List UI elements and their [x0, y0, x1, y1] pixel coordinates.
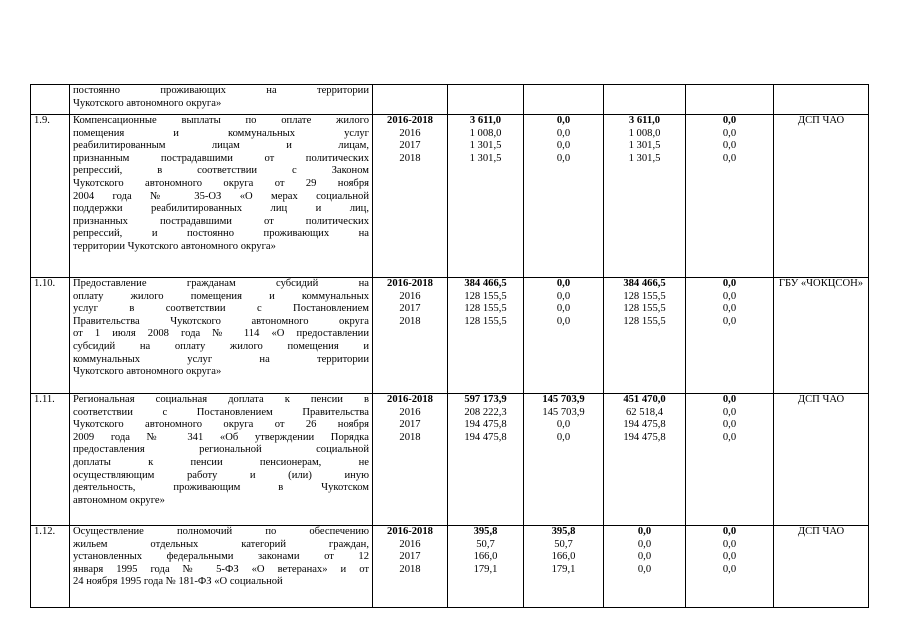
description-line: Чукотского автономного округа от 26 ноября: [73, 419, 369, 431]
total-funding-cell: [448, 278, 524, 394]
regional-budget-cell-value: 128 155,5: [623, 303, 666, 315]
total-funding-cell-value: 50,7: [476, 538, 495, 550]
federal-budget-cell: [524, 278, 604, 394]
total-funding-cell-value: 128 155,5: [464, 290, 507, 302]
total-funding-cell-value: 208 222,3: [464, 406, 507, 418]
federal-budget-cell-value: 0,0: [556, 152, 571, 164]
regional-budget-cell-value: 384 466,5: [623, 278, 666, 289]
item-description: [70, 115, 373, 278]
federal-budget-cell-value: 0,0: [556, 431, 571, 443]
item-number: 1.11.: [31, 394, 70, 526]
description-line: жильем отдельных категорий граждан,: [73, 538, 369, 550]
period-cell-value: 2018: [399, 563, 421, 575]
federal-budget-cell-value: 166,0: [551, 551, 576, 563]
other-sources-cell-value: 0,0: [722, 394, 737, 405]
other-sources-cell: [686, 526, 774, 608]
period-cell-value: 2016: [399, 127, 421, 139]
period-cell-value: 2017: [399, 551, 421, 563]
description-line: Компенсационные выплаты по оплате жилого: [73, 115, 369, 126]
period-cell: [373, 85, 448, 115]
regional-budget-cell: [604, 115, 686, 278]
period-cell-value: 2017: [399, 303, 421, 315]
description-line: субсидий на оплату жилого помещения и: [73, 340, 369, 352]
item-number: 1.12.: [31, 526, 70, 608]
regional-budget-cell-value: 1 008,0: [628, 127, 661, 139]
other-sources-cell-value: 0,0: [722, 278, 737, 289]
description-line: 2004 года № 35-ОЗ «О мерах социальной: [73, 190, 369, 202]
total-funding-cell: [448, 526, 524, 608]
regional-budget-cell-value: 128 155,5: [623, 315, 666, 327]
period-cell-value: 2017: [399, 140, 421, 152]
other-sources-cell-value: 0,0: [722, 419, 737, 431]
item-description: [70, 85, 373, 115]
regional-budget-cell-value: 194 475,8: [623, 419, 666, 431]
period-cell: [373, 278, 448, 394]
federal-budget-cell: [524, 394, 604, 526]
description-line: репрессий, в соответствии с Законом: [73, 165, 369, 177]
total-funding-cell-value: 384 466,5: [464, 278, 507, 289]
federal-budget-cell-value: 0,0: [556, 290, 571, 302]
description-line: предоставления региональной социальной: [73, 444, 369, 456]
description-line: Осуществление полномочий по обеспечению: [73, 526, 369, 537]
other-sources-cell-value: 0,0: [722, 152, 737, 164]
description-line: января 1995 года № 5-ФЗ «О ветеранах» и от: [73, 563, 369, 575]
period-cell-value: 2016-2018: [387, 526, 433, 537]
description-line: признанным пострадавшими от политических: [73, 152, 369, 164]
description-line: услуг в соответствии с Постановлением: [73, 303, 369, 315]
table-row: [31, 526, 869, 608]
regional-budget-cell: [604, 394, 686, 526]
regional-budget-cell-value: 0,0: [637, 563, 652, 575]
total-funding-cell-value: 1 301,5: [469, 140, 502, 152]
total-funding-cell-value: 1 301,5: [469, 152, 502, 164]
description-line: Предоставление гражданам субсидий на: [73, 278, 369, 289]
period-cell-value: 2018: [399, 152, 421, 164]
federal-budget-cell-value: 0,0: [556, 140, 571, 152]
total-funding-cell-value: 166,0: [473, 551, 498, 563]
other-sources-cell-value: 0,0: [722, 551, 737, 563]
other-sources-cell-value: 0,0: [722, 526, 737, 537]
period-cell: [373, 526, 448, 608]
description-line: доплаты к пенсии пенсионерам, не: [73, 456, 369, 468]
description-line: признанных пострадавшими от политических: [73, 215, 369, 227]
other-sources-cell-value: 0,0: [722, 315, 737, 327]
description-line: от 1 июля 2008 года № 114 «О предоставлении: [73, 328, 369, 340]
description-line: Чукотского автономного округа»: [73, 366, 222, 378]
other-sources-cell: [686, 85, 774, 115]
period-cell-value: 2018: [399, 315, 421, 327]
regional-budget-cell: [604, 85, 686, 115]
other-sources-cell: [686, 394, 774, 526]
total-funding-cell: [448, 394, 524, 526]
other-sources-cell-value: 0,0: [722, 431, 737, 443]
federal-budget-cell: [524, 85, 604, 115]
other-sources-cell-value: 0,0: [722, 406, 737, 418]
description-line: коммунальных услуг на территории: [73, 353, 369, 365]
other-sources-cell: [686, 278, 774, 394]
period-cell-value: 2016-2018: [387, 115, 433, 126]
period-cell-value: 2018: [399, 431, 421, 443]
federal-budget-cell: [524, 526, 604, 608]
federal-budget-cell-value: 395,8: [551, 526, 576, 537]
regional-budget-cell-value: 451 470,0: [623, 394, 666, 405]
other-sources-cell: [686, 115, 774, 278]
description-line: осуществляющим работу и (или) иную: [73, 469, 369, 481]
description-line: соответствии с Постановлением Правительства: [73, 406, 369, 418]
description-line: автономном округе»: [73, 494, 165, 506]
description-line: поддержки реабилитированных лиц и лиц,: [73, 203, 369, 215]
item-number: 1.9.: [31, 115, 70, 278]
total-funding-cell-value: 597 173,9: [464, 394, 507, 405]
executor-cell: ДСП ЧАО: [774, 394, 869, 526]
item-description: [70, 394, 373, 526]
table-row: [31, 394, 869, 526]
regional-budget-cell-value: 1 301,5: [628, 140, 661, 152]
description-line: Правительства Чукотского автономного округа: [73, 315, 369, 327]
table-row: [31, 85, 869, 115]
regional-budget-cell-value: 3 611,0: [628, 115, 661, 126]
period-cell: [373, 394, 448, 526]
period-cell-value: 2016-2018: [387, 394, 433, 405]
other-sources-cell-value: 0,0: [722, 538, 737, 550]
item-number: [31, 85, 70, 115]
description-line: деятельность, проживающим в Чукотском: [73, 482, 369, 494]
description-line: 2009 года № 341 «Об утверждении Порядка: [73, 431, 369, 443]
other-sources-cell-value: 0,0: [722, 127, 737, 139]
description-line: помещения и коммунальных услуг: [73, 127, 369, 139]
executor-cell: ДСП ЧАО: [774, 115, 869, 278]
period-cell-value: 2016: [399, 406, 421, 418]
other-sources-cell-value: 0,0: [722, 563, 737, 575]
total-funding-cell-value: 128 155,5: [464, 303, 507, 315]
period-cell: [373, 115, 448, 278]
federal-budget-cell-value: 0,0: [556, 303, 571, 315]
period-cell-value: 2016: [399, 290, 421, 302]
total-funding-cell-value: 1 008,0: [469, 127, 502, 139]
federal-budget-cell-value: 50,7: [554, 538, 573, 550]
description-line: постоянно проживающих на территории: [73, 85, 369, 96]
description-line: установленных федеральными законами от 12: [73, 551, 369, 563]
executor-cell: ДСП ЧАО: [774, 526, 869, 608]
total-funding-cell-value: 194 475,8: [464, 419, 507, 431]
total-funding-cell: [448, 85, 524, 115]
regional-budget-cell-value: 0,0: [637, 538, 652, 550]
description-line: территории Чукотского автономного округа»: [73, 240, 276, 252]
description-line: репрессий, и постоянно проживающих на: [73, 228, 369, 240]
executor-cell: ГБУ «ЧОКЦСОН»: [774, 278, 869, 394]
regional-budget-cell-value: 0,0: [637, 526, 652, 537]
total-funding-cell-value: 3 611,0: [469, 115, 502, 126]
federal-budget-cell-value: 0,0: [556, 127, 571, 139]
description-line: Региональная социальная доплата к пенсии в: [73, 394, 369, 405]
description-line: 24 ноября 1995 года № 181-ФЗ «О социальной: [73, 576, 283, 588]
item-description: [70, 278, 373, 394]
description-line: Чукотского автономного округа»: [73, 97, 222, 109]
description-line: реабилитированным лицам и лицам,: [73, 140, 369, 152]
regional-budget-cell-value: 0,0: [637, 551, 652, 563]
executor-cell: [774, 85, 869, 115]
federal-budget-cell-value: 0,0: [556, 278, 571, 289]
other-sources-cell-value: 0,0: [722, 140, 737, 152]
regional-budget-cell-value: 1 301,5: [628, 152, 661, 164]
regional-budget-cell: [604, 278, 686, 394]
federal-budget-cell-value: 0,0: [556, 419, 571, 431]
total-funding-cell: [448, 115, 524, 278]
period-cell-value: 2017: [399, 419, 421, 431]
total-funding-cell-value: 395,8: [473, 526, 498, 537]
federal-budget-cell-value: 145 703,9: [542, 394, 585, 405]
item-description: [70, 526, 373, 608]
table-row: [31, 115, 869, 278]
regional-budget-cell-value: 62 518,4: [625, 406, 664, 418]
period-cell-value: 2016-2018: [387, 278, 433, 289]
regional-budget-cell: [604, 526, 686, 608]
other-sources-cell-value: 0,0: [722, 303, 737, 315]
federal-budget-cell-value: 0,0: [556, 315, 571, 327]
regional-budget-cell-value: 128 155,5: [623, 290, 666, 302]
period-cell-value: 2016: [399, 538, 421, 550]
other-sources-cell-value: 0,0: [722, 115, 737, 126]
total-funding-cell-value: 128 155,5: [464, 315, 507, 327]
federal-budget-cell-value: 0,0: [556, 115, 571, 126]
program-activities-table: [30, 84, 869, 608]
total-funding-cell-value: 194 475,8: [464, 431, 507, 443]
item-number: 1.10.: [31, 278, 70, 394]
federal-budget-cell: [524, 115, 604, 278]
total-funding-cell-value: 179,1: [473, 563, 498, 575]
table-row: [31, 278, 869, 394]
federal-budget-cell-value: 145 703,9: [542, 406, 585, 418]
description-line: оплату жилого помещения и коммунальных: [73, 290, 369, 302]
federal-budget-cell-value: 179,1: [551, 563, 576, 575]
regional-budget-cell-value: 194 475,8: [623, 431, 666, 443]
description-line: Чукотского автономного округа от 29 ноября: [73, 177, 369, 189]
other-sources-cell-value: 0,0: [722, 290, 737, 302]
